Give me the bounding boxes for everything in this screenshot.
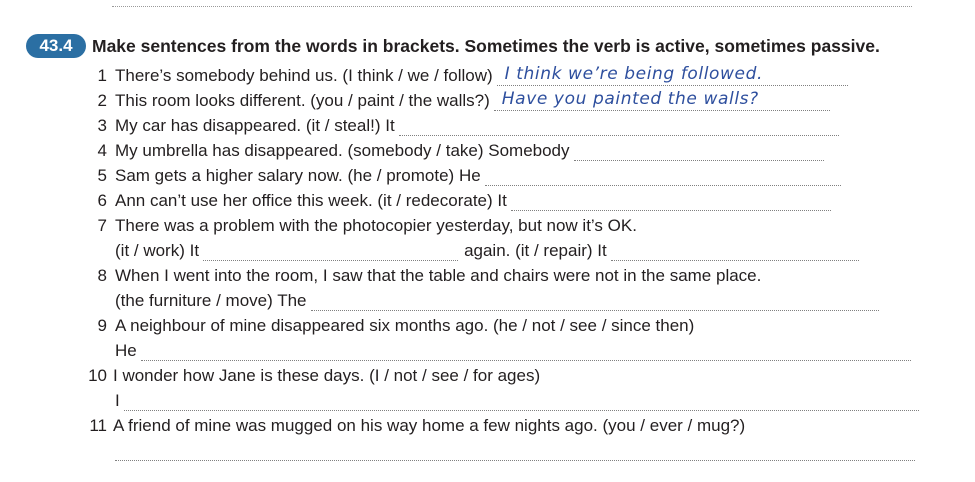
answer-blank[interactable] — [485, 167, 841, 186]
item-prompt: A friend of mine was mugged on his way home a few nights ago. (you / ever / mug?) — [113, 416, 746, 435]
item-prompt: Ann can’t use her office this week. (it / redecorate) It — [115, 191, 507, 210]
answer-blank[interactable] — [511, 192, 831, 211]
exercise-instruction: Make sentences from the words in brackets. Sometimes the verb is active, sometimes passive. — [92, 36, 880, 56]
item-2 — [85, 87, 830, 111]
item-prompt: My umbrella has disappeared. (somebody / take) Somebody — [115, 141, 570, 160]
item-prompt-part: He — [115, 341, 137, 360]
answer-blank[interactable] — [115, 442, 915, 461]
answer-blank[interactable] — [124, 392, 919, 411]
item-number: 10 — [88, 366, 107, 385]
item-3 — [85, 112, 839, 136]
answer-blank[interactable] — [203, 242, 458, 261]
item-1 — [85, 62, 848, 86]
answer-blank[interactable] — [497, 64, 848, 86]
item-10 — [81, 362, 540, 386]
answer-blank[interactable] — [494, 89, 830, 111]
item-5 — [85, 162, 841, 186]
answer-blank[interactable] — [399, 117, 839, 136]
item-9 — [85, 312, 694, 336]
handwritten-answer: I think we’re being followed. — [504, 64, 764, 84]
item-number: 5 — [97, 166, 107, 185]
item-8 — [85, 262, 761, 286]
item-number: 9 — [97, 316, 107, 335]
item-7-continuation — [115, 237, 859, 261]
item-prompt-part: (the furniture / move) The — [115, 291, 307, 310]
exercise-number-badge: 43.4 — [26, 34, 86, 58]
item-11-continuation — [115, 437, 915, 461]
item-10-continuation — [115, 387, 919, 411]
answer-blank[interactable] — [611, 242, 859, 261]
item-number: 1 — [97, 66, 107, 85]
item-prompt: Sam gets a higher salary now. (he / promote) He — [115, 166, 481, 185]
answer-blank[interactable] — [311, 292, 879, 311]
item-number: 6 — [97, 191, 107, 210]
item-prompt: There was a problem with the photocopier yesterday, but now it’s OK. — [115, 216, 637, 235]
answer-blank[interactable] — [141, 342, 911, 361]
item-number: 2 — [97, 91, 107, 110]
item-prompt: I wonder how Jane is these days. (I / not / see / for ages) — [113, 366, 541, 385]
item-number: 4 — [97, 141, 107, 160]
item-number: 7 — [97, 216, 107, 235]
item-number: 3 — [97, 116, 107, 135]
item-8-continuation — [115, 287, 879, 311]
item-number: 8 — [97, 266, 107, 285]
top-divider — [112, 6, 912, 7]
item-11 — [81, 412, 745, 436]
item-6 — [85, 187, 831, 211]
handwritten-answer: Have you painted the walls? — [501, 89, 759, 109]
item-prompt: When I went into the room, I saw that the table and chairs were not in the same place. — [115, 266, 762, 285]
item-prompt-part: again. (it / repair) It — [464, 241, 607, 260]
answer-blank[interactable] — [574, 142, 824, 161]
item-prompt: A neighbour of mine disappeared six months ago. (he / not / see / since then) — [115, 316, 695, 335]
item-prompt-part: (it / work) It — [115, 241, 200, 260]
item-prompt-part: I — [115, 391, 120, 410]
item-prompt: My car has disappeared. (it / steal!) It — [115, 116, 395, 135]
item-prompt: There’s somebody behind us. (I think / we / follow) — [115, 66, 493, 85]
exercise-header — [26, 34, 86, 58]
item-prompt: This room looks different. (you / paint / the walls?) — [115, 91, 490, 110]
item-9-continuation — [115, 337, 911, 361]
item-7 — [85, 212, 637, 236]
item-number: 11 — [89, 416, 107, 435]
item-4 — [85, 137, 824, 161]
